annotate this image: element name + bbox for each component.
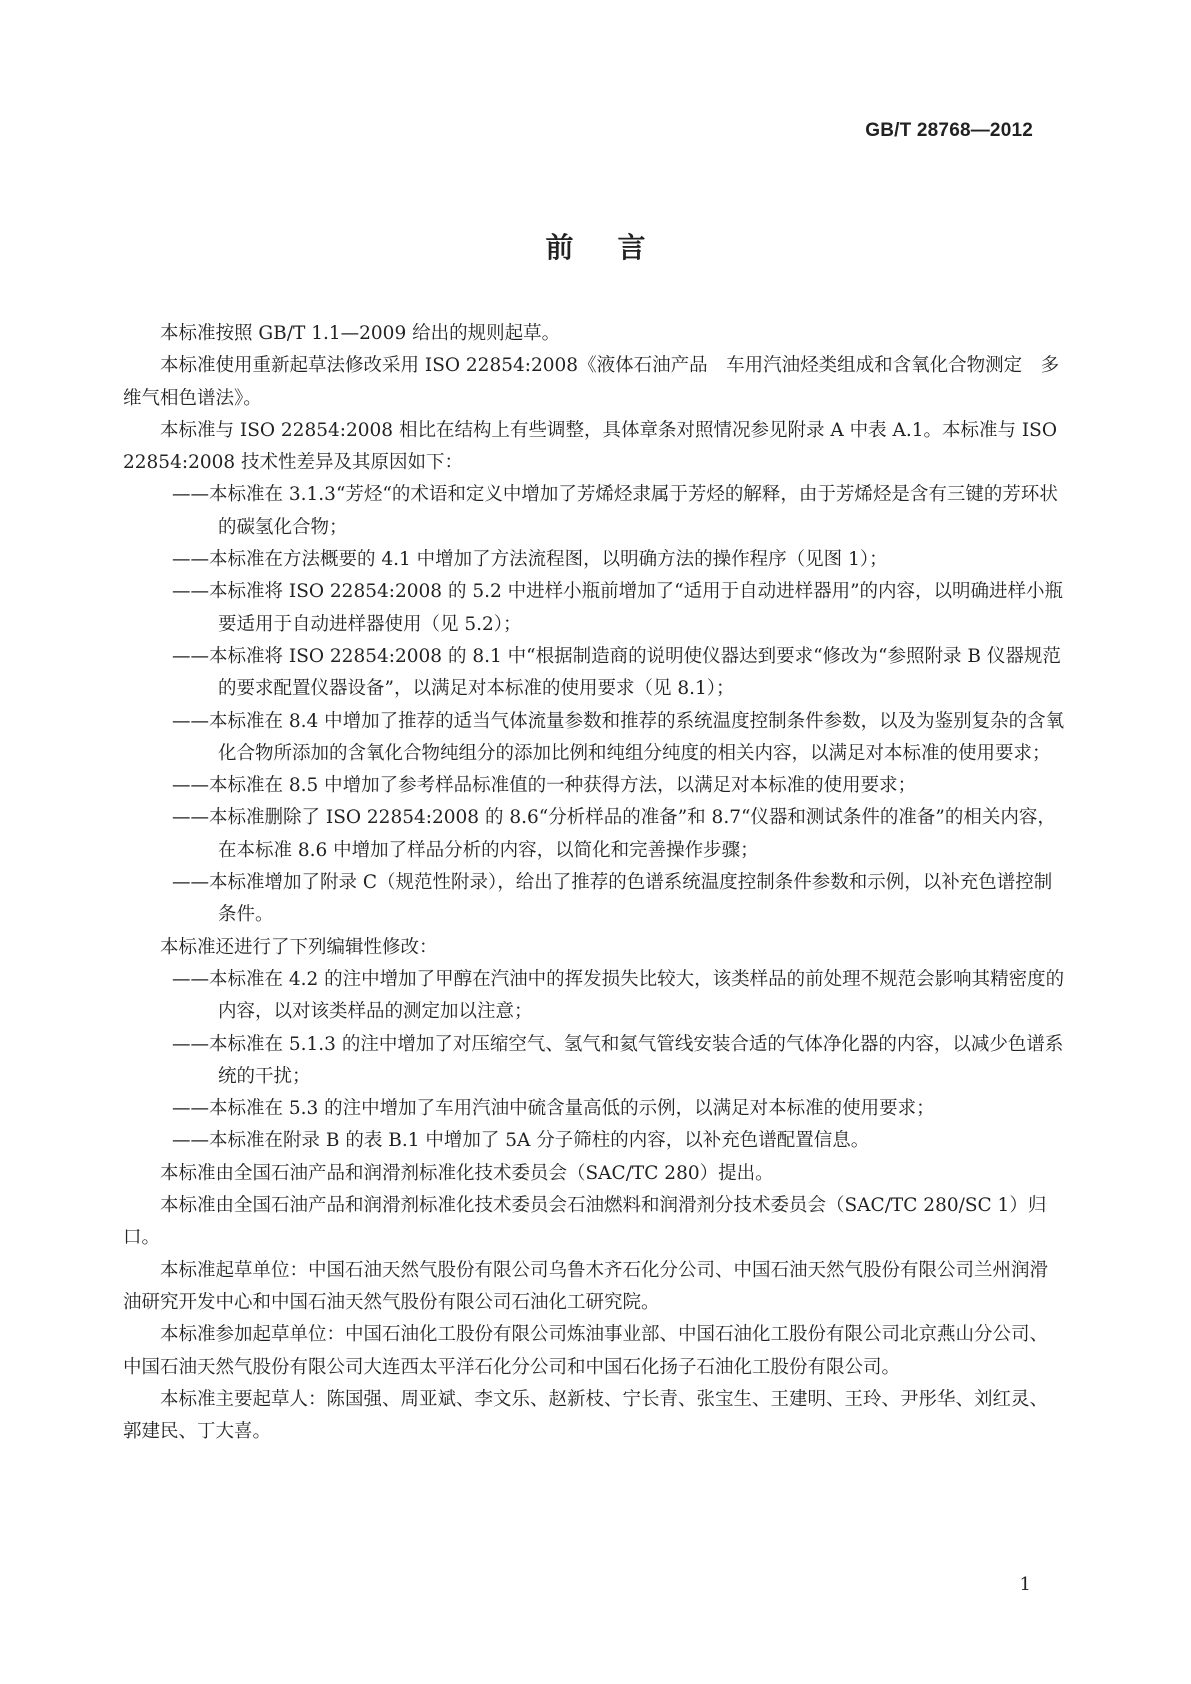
foreword-body [123, 318, 1065, 1448]
list-item: ——本标准增加了附录 C（规范性附录），给出了推荐的色谱系统温度控制条件参数和示例，以补充色谱控制条件。 [172, 872, 1053, 926]
page-title: 前言 [545, 231, 690, 264]
list-item: ——本标准在 5.1.3 的注中增加了对压缩空气、氢气和氦气管线安装合适的气体净化器的内容，以减少色谱系统的干扰； [172, 1033, 1064, 1087]
list-item: ——本标准在 8.5 中增加了参考样品标准值的一种获得方法，以满足对本标准的使用要求； [172, 775, 917, 797]
paragraph: 本标准由全国石油产品和润滑剂标准化技术委员会（SAC/TC 280）提出。 [160, 1162, 774, 1184]
page-number: 1 [1019, 1574, 1031, 1595]
list-item: ——本标准在附录 B 的表 B.1 中增加了 5A 分子筛柱的内容，以补充色谱配置信息。 [172, 1130, 870, 1152]
paragraph: 本标准主要起草人：陈国强、周亚斌、李文乐、赵新枝、宁长青、张宝生、王建明、王玲、尹彤华、刘红灵、郭建民、丁大喜。 [123, 1388, 1049, 1443]
list-item: ——本标准将 ISO 22854:2008 的 5.2 中进样小瓶前增加了“适用于自动进样器用”的内容，以明确进样小瓶要适用于自动进样器使用（见 5.2）； [172, 581, 1064, 635]
paragraph: 本标准按照 GB/T 1.1—2009 给出的规则起草。 [160, 323, 561, 344]
paragraph: 本标准参加起草单位：中国石油化工股份有限公司炼油事业部、中国石油化工股份有限公司北京燕山分公司、中国石油天然气股份有限公司大连西太平洋石化分公司和中国石化扬子石油化工股份有限公司。 [123, 1324, 1049, 1378]
list-item: ——本标准将 ISO 22854:2008 的 8.1 中“根据制造商的说明使仪器达到要求“修改为“参照附录 B 仪器规范的要求配置仪器设备”，以满足对本标准的使用要求（见 8.1）； [172, 645, 1061, 700]
list-item: ——本标准在 5.3 的注中增加了车用汽油中硫含量高低的示例，以满足对本标准的使用要求； [172, 1098, 935, 1120]
paragraph: 本标准与 ISO 22854:2008 相比在结构上有些调整，具体章条对照情况参见附录 A 中表 A.1。本标准与 ISO 22854:2008 技术性差异及其原因如下： [123, 419, 1058, 474]
list-item: ——本标准在 4.2 的注中增加了甲醇在汽油中的挥发损失比较大，该类样品的前处理不规范会影响其精密度的内容，以对该类样品的测定加以注意； [172, 968, 1065, 1023]
paragraph: 本标准起草单位：中国石油天然气股份有限公司乌鲁木齐石化分公司、中国石油天然气股份有限公司兰州润滑油研究开发中心和中国石油天然气股份有限公司石油化工研究院。 [123, 1259, 1049, 1313]
paragraph: 本标准由全国石油产品和润滑剂标准化技术委员会石油燃料和润滑剂分技术委员会（SAC/TC 280/SC 1）归口。 [123, 1195, 1047, 1249]
paragraph: 本标准使用重新起草法修改采用 ISO 22854:2008《液体石油产品 车用汽油烃类组成和含氧化合物测定 多维气相色谱法》。 [123, 355, 1060, 409]
list-item: ——本标准在 3.1.3“芳烃“的术语和定义中增加了芳烯烃隶属于芳烃的解释，由于芳烯烃是含有三键的芳环状的碳氢化合物； [172, 484, 1058, 538]
standard-code: GB/T 28768—2012 [865, 120, 1033, 141]
paragraph: 本标准还进行了下列编辑性修改： [160, 936, 438, 958]
list-item: ——本标准在 8.4 中增加了推荐的适当气体流量参数和推荐的系统温度控制条件参数，以及为鉴别复杂的含氧化合物所添加的含氧化合物纯组分的添加比例和纯组分纯度的相关内容，以满足对本标准的使用要求； [172, 710, 1065, 764]
list-item: ——本标准删除了 ISO 22854:2008 的 8.6“分析样品的准备”和 8.7“仪器和测试条件的准备”的相关内容，在本标准 8.6 中增加了样品分析的内容，以简化和完善操作步骤； [172, 807, 1056, 861]
list-item: ——本标准在方法概要的 4.1 中增加了方法流程图，以明确方法的操作程序（见图 1）； [172, 549, 888, 571]
